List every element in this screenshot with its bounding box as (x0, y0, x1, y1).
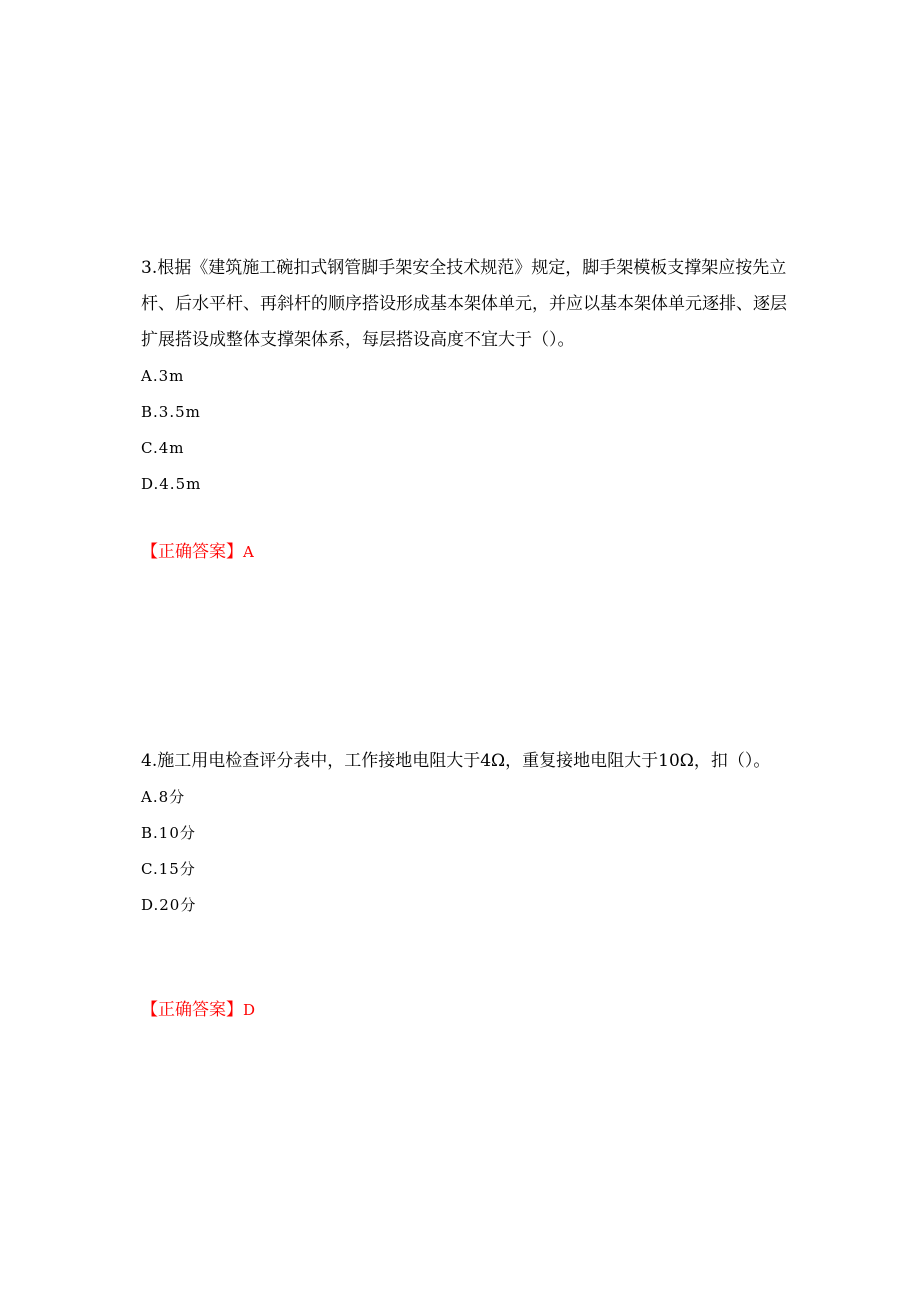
question-3 (141, 250, 791, 502)
correct-answer (141, 998, 255, 1022)
option-b: B.10分 (141, 824, 196, 842)
question-stem: 4.施工用电检查评分表中，工作接地电阻大于4Ω，重复接地电阻大于10Ω，扣（）。 (141, 751, 771, 771)
question-4 (141, 743, 791, 923)
option-c: C.15分 (141, 860, 196, 878)
answer-label: 【正确答案】 (141, 1000, 243, 1020)
option-d: D.20分 (141, 896, 197, 914)
answer-label: 【正确答案】 (141, 542, 243, 562)
correct-answer (141, 540, 254, 564)
option-a: A.8分 (141, 788, 186, 806)
option-c: C.4m (141, 439, 185, 457)
option-d: D.4.5m (141, 475, 202, 493)
option-a: A.3m (141, 367, 185, 385)
option-b: B.3.5m (141, 403, 201, 421)
question-stem: 3.根据《建筑施工碗扣式钢管脚手架安全技术规范》规定，脚手架模板支撑架应按先立杆、后水平杆、再斜杆的顺序搭设形成基本架体单元，并应以基本架体单元逐排、逐层扩展搭设成整体支撑架体系，每层搭设高度不宜大于（）。 (141, 258, 787, 350)
answer-value: D (243, 1001, 256, 1019)
answer-value: A (243, 543, 254, 561)
